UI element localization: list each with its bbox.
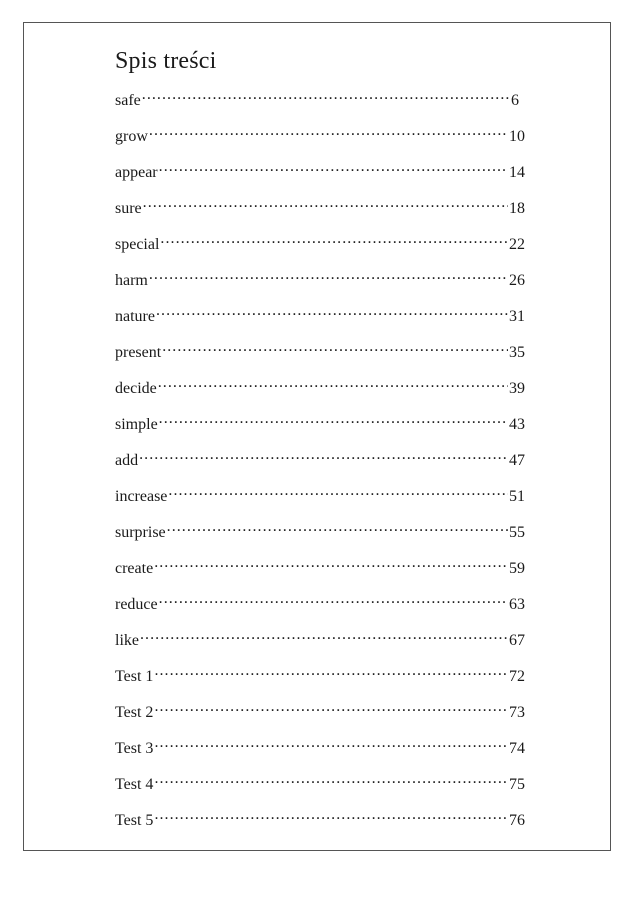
toc-entry-label: reduce [115, 596, 158, 613]
toc-entry-page-number: 75 [509, 776, 525, 793]
dot-leader [143, 193, 508, 213]
toc-entry-sure[interactable] [115, 193, 525, 229]
toc-entry-page-number: 39 [509, 380, 525, 397]
toc-entry-add[interactable] [115, 445, 525, 481]
dot-leader [149, 121, 508, 141]
toc-entry-page-number: 35 [509, 344, 525, 361]
dot-leader [154, 733, 508, 753]
toc-entry-surprise[interactable] [115, 517, 525, 553]
dot-leader [159, 409, 508, 429]
toc-entry-label: safe [115, 92, 141, 109]
dot-leader [158, 373, 508, 393]
toc-entry-label: like [115, 632, 139, 649]
toc-entry-page-number: 26 [509, 272, 525, 289]
dot-leader [154, 769, 508, 789]
toc-entry-appear[interactable] [115, 157, 525, 193]
dot-leader [149, 265, 508, 285]
toc-entry-decide[interactable] [115, 373, 525, 409]
toc-entry-label: Test 1 [115, 668, 154, 685]
dot-leader [154, 697, 508, 717]
toc-entry-label: surprise [115, 524, 166, 541]
toc-list [115, 85, 525, 841]
toc-entry-simple[interactable] [115, 409, 525, 445]
toc-entry-label: special [115, 236, 160, 253]
dot-leader [154, 661, 508, 681]
toc-entry-label: decide [115, 380, 157, 397]
toc-entry-label: grow [115, 128, 148, 145]
toc-entry-label: Test 3 [115, 740, 154, 757]
toc-entry-test-2[interactable] [115, 697, 525, 733]
toc-entry-test-3[interactable] [115, 733, 525, 769]
toc-entry-page-number: 67 [509, 632, 525, 649]
toc-entry-label: increase [115, 488, 168, 505]
dot-leader [139, 445, 508, 465]
toc-entry-create[interactable] [115, 553, 525, 589]
toc-entry-page-number: 51 [509, 488, 525, 505]
dot-leader [140, 625, 508, 645]
toc-entry-page-number: 63 [509, 596, 525, 613]
toc-entry-harm[interactable] [115, 265, 525, 301]
toc-entry-special[interactable] [115, 229, 525, 265]
dot-leader [156, 301, 508, 321]
toc-entry-nature[interactable] [115, 301, 525, 337]
dot-leader [154, 553, 508, 573]
toc-entry-label: Test 5 [115, 812, 154, 829]
dot-leader [162, 337, 508, 357]
toc-entry-page-number: 14 [509, 164, 525, 181]
toc-entry-page-number: 22 [509, 236, 525, 253]
toc-entry-page-number: 43 [509, 416, 525, 433]
toc-entry-like[interactable] [115, 625, 525, 661]
dot-leader [167, 517, 508, 537]
toc-entry-label: harm [115, 272, 148, 289]
table-of-contents [115, 47, 525, 841]
toc-entry-test-5[interactable] [115, 805, 525, 841]
toc-entry-label: simple [115, 416, 158, 433]
toc-entry-label: Test 4 [115, 776, 154, 793]
dot-leader [159, 589, 508, 609]
toc-entry-safe[interactable] [115, 85, 525, 121]
toc-entry-label: present [115, 344, 162, 361]
dot-leader [159, 157, 508, 177]
toc-entry-label: appear [115, 164, 158, 181]
dot-leader [154, 805, 508, 825]
toc-entry-page-number: 10 [509, 128, 525, 145]
toc-entry-page-number: 73 [509, 704, 525, 721]
page-frame [23, 22, 611, 851]
toc-entry-label: sure [115, 200, 142, 217]
toc-entry-present[interactable] [115, 337, 525, 373]
toc-entry-label: add [115, 452, 139, 469]
toc-title: Spis treści [115, 48, 217, 74]
toc-entry-test-4[interactable] [115, 769, 525, 805]
toc-entry-page-number: 72 [509, 668, 525, 685]
toc-entry-label: nature [115, 308, 155, 325]
dot-leader [160, 229, 508, 249]
toc-entry-label: Test 2 [115, 704, 154, 721]
dot-leader [168, 481, 508, 501]
toc-entry-page-number: 31 [509, 308, 525, 325]
toc-entry-page-number: 76 [509, 812, 525, 829]
toc-entry-label: create [115, 560, 154, 577]
toc-entry-page-number: 59 [509, 560, 525, 577]
toc-entry-test-1[interactable] [115, 661, 525, 697]
toc-entry-grow[interactable] [115, 121, 525, 157]
dot-leader [142, 85, 510, 105]
toc-entry-reduce[interactable] [115, 589, 525, 625]
toc-entry-page-number: 74 [509, 740, 525, 757]
toc-entry-page-number: 18 [509, 200, 525, 217]
toc-entry-page-number: 6 [511, 92, 519, 109]
toc-entry-increase[interactable] [115, 481, 525, 517]
toc-entry-page-number: 55 [509, 524, 525, 541]
toc-entry-page-number: 47 [509, 452, 525, 469]
